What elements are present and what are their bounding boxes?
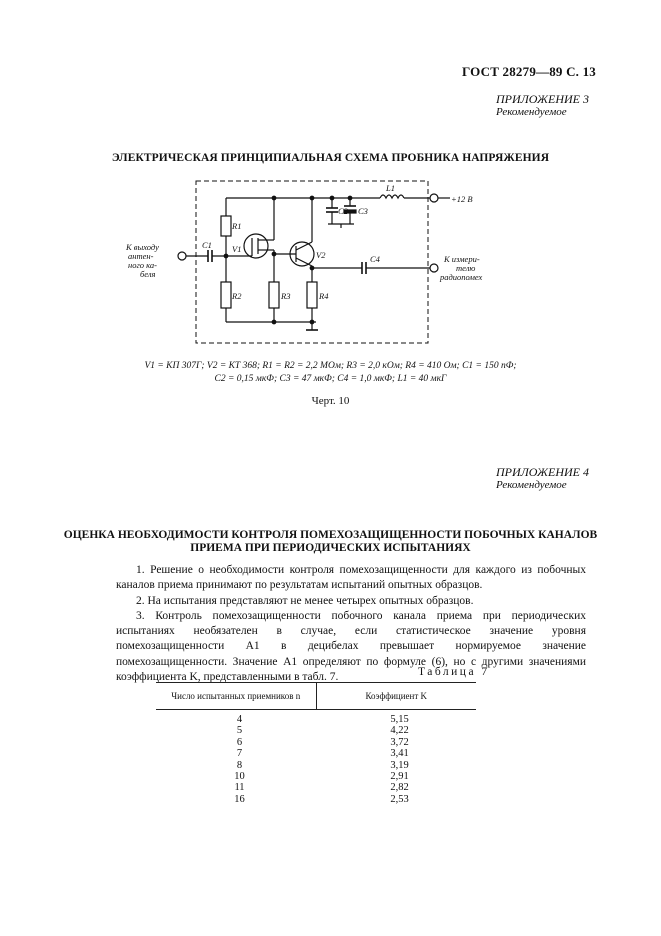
label-v2: V2 [316,250,326,260]
cell-n: 5 [236,725,243,737]
label-r4: R4 [319,291,329,301]
figure-legend [0,360,661,386]
inductor-l1 [380,195,404,198]
input-label-2: антен- [128,251,154,261]
appendix-4 [496,466,589,492]
table-row [156,714,476,725]
figure-title: ЭЛЕКТРИЧЕСКАЯ ПРИНЦИПИАЛЬНАЯ СХЕМА ПРОБНИКА НАПРЯЖЕНИЯ [111,152,550,164]
cell-k: 3,72 [390,736,409,748]
cell-k: 5,15 [390,714,409,725]
appendix-4-status: Рекомендуемое [496,479,567,491]
resistor-r3 [269,282,279,308]
output-label-1: К измери- [444,254,480,264]
appendix-3 [496,93,589,119]
resistor-r4 [307,282,317,308]
section-body [116,563,586,685]
output-label-3: радиопомех [440,272,483,282]
paragraph-1: 1. Решение о необходимости контроля помехозащищенности для каждого из побочных каналов приема принимают по результатам испытаний опытных образцов. [116,564,586,592]
label-r2: R2 [232,291,242,301]
legend-line-1: V1 = КП 307Г; V2 = КТ 368; R1 = R2 = 2,2 МОм; R3 = 2,0 кОм; R4 = 410 Ом; C1 = 150 пФ; [144,361,517,371]
table-header [156,682,476,710]
supply-connector [430,194,438,202]
table-row [156,794,476,805]
cell-n: 10 [234,770,245,782]
transistor-v1 [244,234,268,258]
table-row [156,782,476,793]
cell-n: 16 [234,793,245,805]
appendix-3-status: Рекомендуемое [496,106,567,118]
input-connector [178,252,186,260]
section-title-line-1: ОЦЕНКА НЕОБХОДИМОСТИ КОНТРОЛЯ ПОМЕХОЗАЩИЩЕННОСТИ ПОБОЧНЫХ КАНАЛОВ [63,529,598,541]
output-label-2: телю [456,263,476,273]
cell-n: 7 [236,748,243,760]
label-l1: L1 [386,183,395,193]
paragraph-3: 3. Контроль помехозащищенности побочного канала приема при периодических испытаниях необязателен в случае, если статистическое значение уровня помехозащищенности A1 в децибелах превышает нормируемое значение помехозащищенности. Значение A1 определяют по формуле (6), но с другими значениями коэффициента K, представленными в табл. 7. [116,609,586,684]
supply-label: +12 В [451,194,473,204]
paragraph-2: 2. На испытания представляют не менее четырех опытных образцов. [136,594,474,607]
cell-k: 4,22 [390,725,409,737]
label-r3: R3 [281,291,291,301]
table-row [156,737,476,748]
appendix-4-label: ПРИЛОЖЕНИЕ 4 [496,465,589,479]
table-7 [156,682,476,805]
label-c4: C4 [370,254,380,264]
column-header-n: Число испытанных приемников n [156,683,317,709]
legend-line-2: C2 = 0,15 мкФ; C3 = 47 мкФ; C4 = 1,0 мкФ; L1 = 40 мкГ [214,374,447,384]
label-c1: C1 [202,240,212,250]
circuit-schematic [110,172,500,352]
page-header: ГОСТ 28279—89 С. 13 [462,64,596,79]
table-row [156,771,476,782]
appendix-3-label: ПРИЛОЖЕНИЕ 3 [496,92,589,106]
resistor-r2 [221,282,231,308]
table-row [156,760,476,771]
output-connector [430,264,438,272]
cell-n: 11 [234,782,245,794]
cell-k: 2,82 [390,782,409,794]
cell-k: 3,41 [390,748,409,760]
label-v1: V1 [232,244,242,254]
resistor-r1 [221,216,231,236]
label-c3: C3 [358,206,368,216]
section-title [0,529,661,555]
cell-k: 2,53 [390,793,409,805]
label-r1: R1 [232,221,242,231]
input-label-4: беля [140,269,156,279]
table-caption: Таблица 7 [418,666,490,678]
table-row [156,725,476,736]
cell-n: 6 [236,736,243,748]
cell-n: 8 [236,759,243,771]
section-title-line-2: ПРИЕМА ПРИ ПЕРИОДИЧЕСКИХ ИСПЫТАНИЯХ [190,542,471,554]
label-c2: C2 [338,206,348,216]
table-row [156,748,476,759]
cell-n: 4 [236,714,243,725]
input-label-3: ного ка- [128,260,158,270]
input-label-1: К выходу [126,242,159,252]
figure-caption: Черт. 10 [311,395,350,407]
column-header-k: Коэффициент K [365,691,428,701]
cell-k: 2,91 [390,770,409,782]
cell-k: 3,19 [390,759,409,771]
